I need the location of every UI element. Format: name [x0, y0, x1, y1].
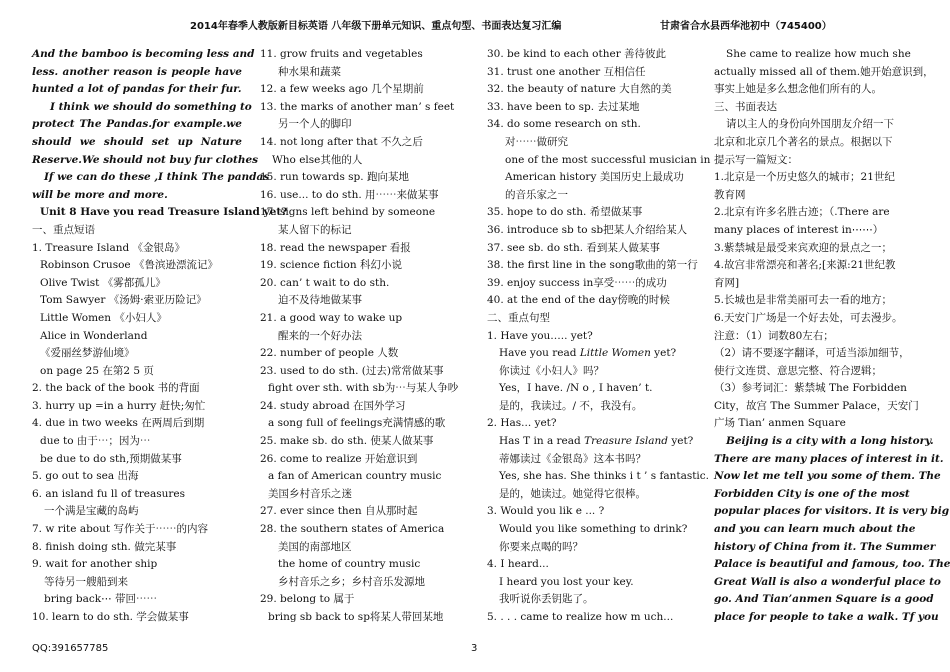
list-item: 我听说你丢钥匙了。 — [499, 593, 594, 606]
column-2 — [260, 46, 472, 627]
text-line: 2.北京有许多名胜古迹；（.There are — [714, 206, 890, 219]
text-line: （3）参考词汇：紫禁城 The Forbidden — [714, 382, 907, 395]
essay-line: popular places for visitors. It is very big — [714, 505, 950, 518]
essay-line: place for people to take a walk. Tf you — [714, 611, 939, 623]
list-item: 美国乡村音乐之迷 — [268, 487, 352, 500]
text-line: （2）请不要逐字翻译，可适当添加细节， — [714, 347, 910, 360]
text-line: less. another reason is people have — [32, 65, 242, 78]
header-title: 2014年春季人教版新目标英语 八年级下册单元知识、重点句型、书面表达复习汇编 — [190, 21, 562, 32]
page-number: 3 — [471, 643, 478, 654]
list-item: 4. I heard... — [487, 558, 549, 571]
essay-line: There are many places of interest in it. — [714, 452, 944, 465]
list-item: 是的，我读过。/ 不，我没有。 — [499, 399, 643, 412]
book-title: Little Women — [579, 347, 651, 360]
text-line: many places of interest in⋯⋯） — [714, 223, 884, 236]
list-item: 是的，她读过。她觉得它很棒。 — [499, 487, 646, 500]
list-item: 的音乐家之一 — [505, 188, 568, 201]
text-span: yet? — [654, 347, 677, 360]
list-item: on page 25 在第2 5 页 — [40, 364, 154, 377]
list-item: 你要来点喝的吗？ — [499, 540, 583, 553]
list-item: Olive Twist 《雾都孤儿》 — [40, 276, 166, 289]
essay-line: Now let me tell you some of them. The — [714, 470, 941, 483]
list-item: 蒂娜读过《金银岛》这本书吗？ — [499, 452, 646, 465]
list-item: 另一个人的脚印 — [278, 118, 352, 131]
list-item: Yes，I have. /N o , I haven’ t. — [499, 382, 653, 395]
list-item: 28. the southern states of America — [260, 523, 445, 536]
list-item: 17. signs left behind by someone — [260, 206, 436, 219]
list-item: Little Women 《小妇人》 — [40, 311, 167, 324]
text-line: 育网] — [714, 276, 740, 289]
list-item: 2. the back of the book 书的背面 — [32, 382, 200, 395]
text-line: 注意：（1）词数80左右； — [714, 329, 834, 342]
list-item: Robinson Crusoe 《鲁滨逊漂流记》 — [40, 259, 218, 272]
list-item: fight over sth. with sb为⋯与某人争吵 — [268, 382, 459, 395]
text-line: 事实上她是多么想念他们所有的人。 — [714, 83, 882, 96]
list-item: 迫不及待地做某事 — [278, 294, 362, 307]
list-item: 39. enjoy success in享受⋯⋯的成功 — [487, 276, 667, 289]
text-line: actually missed all of them.她开始意识到， — [714, 65, 934, 78]
text-line: 6.天安门广场是一个好去处，可去漫步。 — [714, 311, 903, 324]
list-item: 14. not long after that 不久之后 — [260, 135, 423, 148]
column-1 — [32, 46, 288, 627]
list-item: 37. see sb. do sth. 看到某人做某事 — [487, 241, 660, 254]
list-item: 20. can’ t wait to do sth. — [260, 276, 390, 289]
list-item — [487, 345, 701, 363]
text-line: 1.北京是一个历史悠久的城市；21世纪 — [714, 171, 895, 184]
list-item: 5. . . . came to realize how m uch... — [487, 611, 674, 623]
list-item: the home of country music — [278, 558, 421, 571]
list-item: Tom Sawyer 《汤姆·索亚历险记》 — [40, 294, 207, 307]
list-item: Alice in Wonderland — [40, 329, 148, 342]
list-item: 38. the first line in the song歌曲的第一行 — [487, 259, 698, 272]
essay-line: history of China from it. The Summer — [714, 540, 936, 553]
column-3 — [487, 46, 711, 627]
list-item: 8. finish doing sth. 做完某事 — [32, 540, 177, 553]
list-item: Yes, she has. She thinks i t ’ s fantastic. — [499, 470, 710, 483]
list-item: 4. due in two weeks 在两周后到期 — [32, 417, 205, 430]
list-item — [487, 433, 701, 451]
list-item: 一个满是宝藏的岛屿 — [44, 505, 139, 518]
list-item: 27. ever since then 自从那时起 — [260, 505, 418, 518]
footer-qq: QQ:391657785 — [32, 643, 109, 654]
text-span: Have you read — [499, 347, 577, 360]
list-item: 40. at the end of the day傍晚的时候 — [487, 294, 670, 307]
essay-line: Palace is beautiful and famous, too. The — [714, 558, 950, 571]
list-item: 12. a few weeks ago 几个星期前 — [260, 83, 424, 96]
list-item: 34. do some research on sth. — [487, 118, 641, 131]
list-item: 《爱丽丝梦游仙境》 — [40, 347, 135, 360]
text-line: 5.长城也是非常美丽可去一看的地方； — [714, 294, 893, 307]
text-line: 广场 Tian’ anmen Square — [714, 417, 846, 430]
list-item: 11. grow fruits and vegetables — [260, 48, 423, 60]
text-line: 北京和北京几个著名的景点。根据以下 — [714, 135, 893, 148]
text-line: protect The Pandas.for example.we — [32, 118, 242, 131]
text-line: Reserve.We should not buy fur clothes — [32, 153, 259, 166]
list-item: 35. hope to do sth. 希望做某事 — [487, 206, 643, 219]
list-item: 3. Would you lik e ... ? — [487, 505, 605, 518]
text-span: Has T in a read — [499, 435, 581, 448]
list-item: American history 美国历史上最成功 — [505, 171, 684, 184]
list-item: due to 由于⋯；因为⋯ — [40, 435, 151, 448]
list-item: 3. hurry up =in a hurry 赶快;匆忙 — [32, 399, 206, 412]
header-school: 甘肃省合水县西华池初中（745400） — [660, 21, 832, 32]
text-line: She came to realize how much she — [726, 48, 911, 60]
page-header — [0, 17, 950, 33]
list-item: 13. the marks of another man’ s feet — [260, 100, 455, 113]
book-title: Treasure Island — [584, 435, 668, 448]
list-item: 19. science fiction 科幻小说 — [260, 259, 402, 272]
list-item: 7. w rite about 写作关于⋯⋯的内容 — [32, 523, 208, 536]
text-line: I think we should do something to — [50, 100, 252, 113]
list-item: 31. trust one another 互相信任 — [487, 65, 646, 78]
list-item: 2. Has... yet? — [487, 417, 557, 430]
essay-line: Beijing is a city with a long history. — [726, 435, 934, 448]
text-line: 请以主人的身份向外国朋友介绍一下 — [726, 118, 894, 131]
list-item: 25. make sb. do sth. 使某人做某事 — [260, 435, 434, 448]
list-item: 32. the beauty of nature 大自然的美 — [487, 83, 672, 96]
list-item: 1. Have you….. yet? — [487, 329, 593, 342]
text-line: 教育网 — [714, 188, 746, 201]
essay-line: and you can learn much about the — [714, 523, 916, 536]
text-line: should we should set up Nature — [32, 135, 242, 148]
text-line: 4.故宫非常漂亮和著名;[来源:21世纪教 — [714, 259, 896, 272]
section-heading: 一、重点短语 — [32, 223, 95, 236]
list-item: 18. read the newspaper 看报 — [260, 241, 411, 254]
text-line: City，故宫 The Summer Palace，天安门 — [714, 399, 919, 412]
section-heading: 二、重点句型 — [487, 311, 550, 324]
list-item: I heard you lost your key. — [499, 575, 634, 588]
column-4 — [714, 46, 950, 627]
list-item: 15. run towards sp. 跑向某地 — [260, 171, 409, 184]
list-item: 1. Treasure Island 《金银岛》 — [32, 241, 186, 254]
section-heading: 三、书面表达 — [714, 100, 777, 113]
text-line: 提示写一篇短文： — [714, 153, 798, 166]
unit-heading: Unit 8 Have you read Treasure Island yet? — [40, 206, 288, 219]
list-item: 10. learn to do sth. 学会做某事 — [32, 611, 189, 623]
list-item: 等待另一艘船到来 — [44, 575, 128, 588]
list-item: 29. belong to 属于 — [260, 593, 355, 606]
list-item: bring sb back to sp将某人带回某地 — [268, 611, 444, 623]
list-item: be due to do sth,预期做某事 — [40, 452, 182, 465]
essay-line: Forbidden City is one of the most — [714, 487, 910, 500]
text-line: And the bamboo is becoming less and — [32, 48, 255, 60]
list-item: 对⋯⋯做研究 — [505, 135, 568, 148]
list-item: 33. have been to sp. 去过某地 — [487, 100, 640, 113]
list-item: 23. used to do sth. (过去)常常做某事 — [260, 364, 444, 377]
list-item: 36. introduce sb to sb把某人介绍给某人 — [487, 223, 688, 236]
list-item: 种水果和蔬菜 — [278, 65, 341, 78]
list-item: 9. wait for another ship — [32, 558, 158, 571]
list-item: one of the most successful musician in — [505, 153, 711, 166]
list-item: 6. an island fu ll of treasures — [32, 487, 185, 500]
essay-line: Great Wall is also a wonderful place to — [714, 575, 941, 588]
list-item: 醒来的一个好办法 — [278, 329, 362, 342]
list-item: 某人留下的标记 — [278, 223, 352, 236]
list-item: 21. a good way to wake up — [260, 311, 403, 324]
list-item: 你读过《小妇人》吗？ — [499, 364, 604, 377]
list-item: Would you like something to drink? — [499, 523, 688, 536]
list-item: Who else其他的人 — [272, 153, 363, 166]
text-line: 3.紫禁城是最受来宾欢迎的景点之一； — [714, 241, 893, 254]
list-item: 乡村音乐之乡；乡村音乐发源地 — [278, 575, 425, 588]
list-item: a fan of American country music — [268, 470, 442, 483]
list-item: bring back⋯ 带回⋯⋯ — [44, 593, 157, 606]
list-item: 美国的南部地区 — [278, 540, 352, 553]
essay-line: go. And Tian’anmen Square is a good — [714, 593, 934, 606]
text-line: If we can do these ,I think The pandas — [44, 171, 270, 184]
text-line: will be more and more. — [32, 188, 168, 201]
text-span: yet? — [671, 435, 694, 448]
list-item: 24. study abroad 在国外学习 — [260, 399, 406, 412]
list-item: 30. be kind to each other 善待彼此 — [487, 48, 667, 60]
text-line: 使行文连贯、意思完整、符合逻辑； — [714, 364, 882, 377]
list-item: 22. number of people 人数 — [260, 347, 399, 360]
text-line: hunted a lot of pandas for their fur. — [32, 83, 242, 96]
list-item: 26. come to realize 开始意识到 — [260, 452, 418, 465]
list-item: 5. go out to sea 出海 — [32, 470, 139, 483]
list-item: a song full of feelings充满情感的歌 — [268, 417, 446, 430]
list-item: 16. use... to do sth. 用⋯⋯来做某事 — [260, 188, 439, 201]
